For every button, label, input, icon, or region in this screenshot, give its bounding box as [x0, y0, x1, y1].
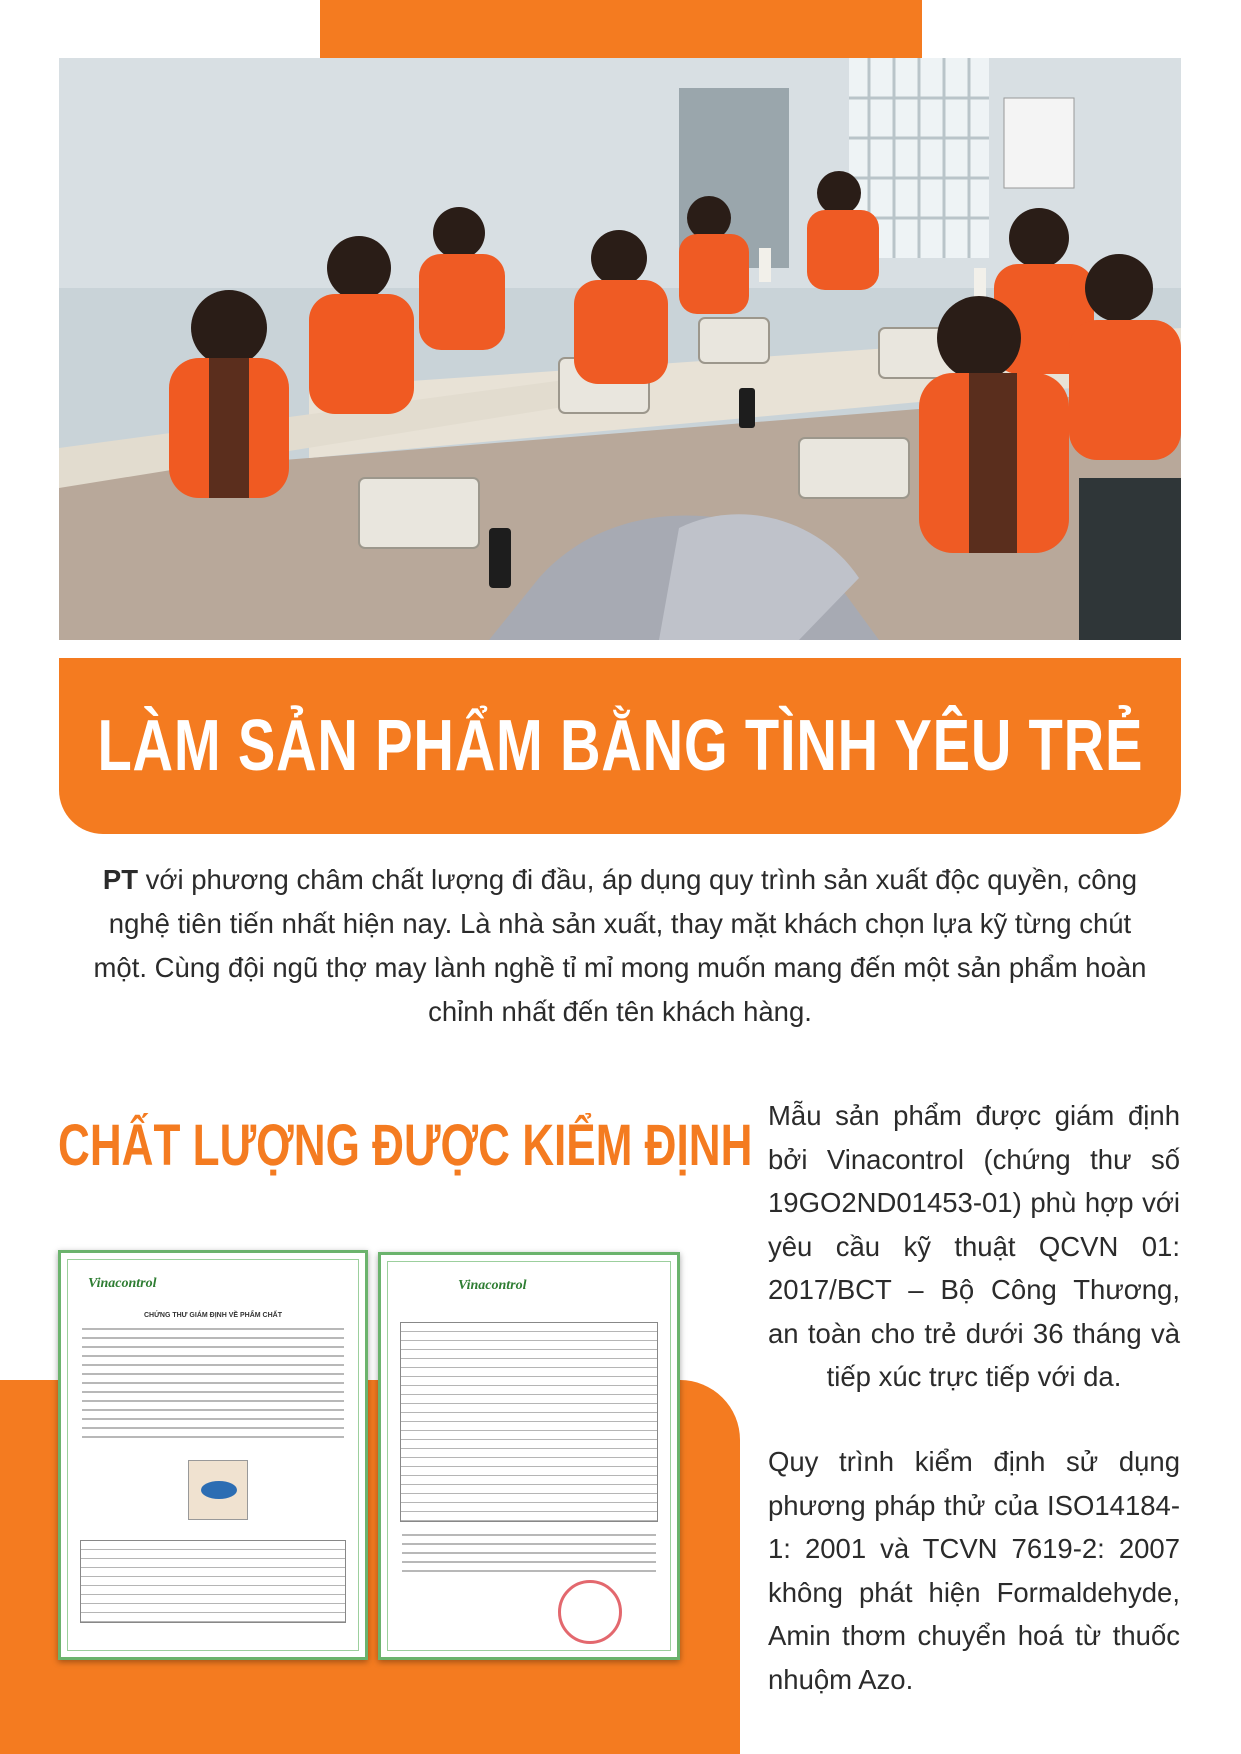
- top-tab-decoration: [320, 0, 922, 58]
- red-stamp-seal: [558, 1580, 622, 1644]
- fabric-sample-swatch: [188, 1460, 248, 1520]
- quality-paragraph-2: Quy trình kiểm định sử dụng phương pháp thử của ISO14184-1: 2001 và TCVN 7619-2: 2007 không phát hiện Formaldehyde, Amin thơm chuyển hoá từ thuốc nhuộm Azo.: [768, 1446, 1180, 1695]
- quality-section-title: CHẤT LƯỢNG ĐƯỢC KIỂM ĐỊNH: [58, 1113, 753, 1178]
- workshop-illustration: [59, 58, 1181, 640]
- quality-paragraph-1: Mẫu sản phẩm được giám định bởi Vinacontrol (chứng thư số 19GO2ND01453-01) phù hợp với yêu cầu kỹ thuật QCVN 01: 2017/BCT – Bộ Công Thương, an toàn cho trẻ dưới 36 tháng và tiếp xúc trực tiếp với da.: [768, 1100, 1180, 1392]
- brand-name: PT: [102, 864, 139, 895]
- main-title-banner: [59, 658, 1181, 834]
- certificate-results-table: [80, 1540, 346, 1623]
- certificate-frame: [387, 1261, 671, 1651]
- certificate-frame: [67, 1259, 359, 1651]
- main-title: LÀM SẢN PHẨM BẰNG TÌNH YÊU TRẺ: [97, 706, 1143, 786]
- sewing-workshop-photo: [59, 58, 1181, 640]
- certificate-text-lines: [82, 1328, 344, 1445]
- intro-text: với phương châm chất lượng đi đầu, áp dụng quy trình sản xuất độc quyền, công nghệ tiên tiến nhất hiện nay. Là nhà sản xuất, thay mặt khách chọn lựa kỹ từng chút một. Cùng đội ngũ thợ may lành nghề tỉ mỉ mong muốn mang đến một sản phẩm hoàn chỉnh nhất đến tên khách hàng.: [93, 864, 1147, 1027]
- certificate-page-1: [58, 1250, 368, 1660]
- intro-paragraph: [80, 858, 1160, 1034]
- vinacontrol-logo: Vinacontrol: [88, 1276, 157, 1291]
- certificate-page-2: [378, 1252, 680, 1660]
- certificate-heading: CHỨNG THƯ GIÁM ĐỊNH VỀ PHẨM CHẤT: [143, 1312, 282, 1319]
- certificate-results-table: [400, 1322, 658, 1522]
- certificate-notes-lines: [402, 1534, 656, 1579]
- vinacontrol-logo: Vinacontrol: [458, 1278, 527, 1293]
